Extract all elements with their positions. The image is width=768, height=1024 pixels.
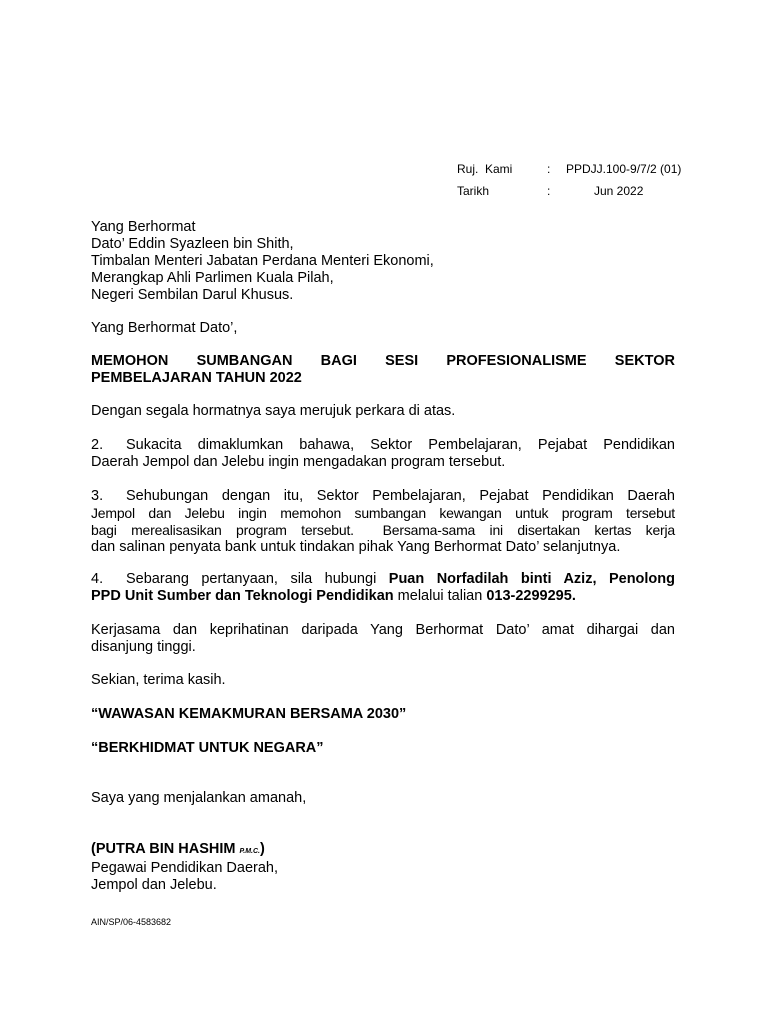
signatory-title: Jempol dan Jelebu. xyxy=(91,877,217,893)
recipient-address xyxy=(91,219,675,304)
recipient-line: Timbalan Menteri Jabatan Perdana Menteri Ekonomi, xyxy=(91,253,434,269)
paragraph-text: Sehubungan dengan itu, Sektor Pembelajaran, Pejabat Pendidikan Daerah xyxy=(126,488,675,504)
paragraph-line xyxy=(91,588,675,605)
amanah-text: Saya yang menjalankan amanah, xyxy=(91,790,307,806)
subject-line-1 xyxy=(91,353,675,370)
contact-unit: PPD Unit Sumber dan Teknologi Pendidikan xyxy=(91,588,394,604)
paragraph-line xyxy=(91,571,675,588)
ruj-value: PPDJJ.100-9/7/2 (01) xyxy=(566,162,682,176)
signatory-name: (PUTRA BIN HASHIM xyxy=(91,841,240,857)
subject-word: SUMBANGAN xyxy=(196,353,293,369)
subject-word: PROFESIONALISME xyxy=(446,353,587,369)
salutation: Yang Berhormat Dato’, xyxy=(91,320,238,336)
ruj-label: Ruj. Kami xyxy=(457,162,513,176)
subject-line-2: PEMBELAJARAN TAHUN 2022 xyxy=(91,370,302,386)
paragraph-text: Sukacita dimaklumkan bahawa, Sektor Pembelajaran, Pejabat Pendidikan xyxy=(126,437,675,453)
recipient-line: Yang Berhormat xyxy=(91,219,196,235)
subject-word: SESI xyxy=(385,353,419,369)
recipient-line: Negeri Sembilan Darul Khusus. xyxy=(91,287,294,303)
subject-word: SEKTOR xyxy=(614,353,675,369)
signatory-block xyxy=(91,841,675,894)
motto-berkhidmat: “BERKHIDMAT UNTUK NEGARA” xyxy=(91,740,324,756)
paragraph-line: dan salinan penyata bank untuk tindakan pihak Yang Berhormat Dato’ selanjutnya. xyxy=(91,539,621,555)
paragraph-text: melalui talian xyxy=(393,588,487,604)
subject xyxy=(91,353,675,387)
footer-code: AIN/SP/06-4583682 xyxy=(91,917,172,927)
signatory-title: Pegawai Pendidikan Daerah, xyxy=(91,860,279,876)
paragraph-number: 3. xyxy=(91,488,104,504)
recipient-line: Dato’ Eddin Syazleen bin Shith, xyxy=(91,236,294,252)
subject-word: BAGI xyxy=(320,353,357,369)
paragraph-line: disanjung tinggi. xyxy=(91,639,196,655)
tarikh-separator: : xyxy=(547,184,551,198)
paragraph-3 xyxy=(91,488,675,556)
ruj-separator: : xyxy=(547,162,551,176)
paragraph-number: 4. xyxy=(91,571,104,587)
paragraph-line: Daerah Jempol dan Jelebu ingin mengadakan program tersebut. xyxy=(91,454,506,470)
paragraph-line xyxy=(91,488,675,505)
paragraph-line: Jempol dan Jelebu ingin memohon sumbangan kewangan untuk program tersebut xyxy=(91,505,675,521)
paragraph-line: bagi merealisasikan program tersebut. Bersama-sama ini disertakan kertas kerja xyxy=(91,522,675,538)
intro-paragraph: Dengan segala hormatnya saya merujuk perkara di atas. xyxy=(91,403,456,419)
paragraph-4 xyxy=(91,571,675,605)
paragraph-5 xyxy=(91,622,675,656)
contact-name: Puan Norfadilah binti Aziz, Penolong xyxy=(388,571,676,587)
signatory-close-paren: ) xyxy=(259,841,265,857)
contact-phone: 013-2299295. xyxy=(486,588,576,604)
tarikh-value: Jun 2022 xyxy=(594,184,644,198)
paragraph-text: Sebarang pertanyaan, sila hubungi xyxy=(126,571,389,587)
paragraph-number: 2. xyxy=(91,437,104,453)
subject-word: MEMOHON xyxy=(91,353,169,369)
signatory-honorific: P.M.C. xyxy=(239,848,260,855)
signatory-name-line xyxy=(91,841,675,860)
motto-wawasan: “WAWASAN KEMAKMURAN BERSAMA 2030” xyxy=(91,706,407,722)
paragraph-2 xyxy=(91,437,675,471)
closing-text: Sekian, terima kasih. xyxy=(91,672,226,688)
recipient-line: Merangkap Ahli Parlimen Kuala Pilah, xyxy=(91,270,334,286)
paragraph-text xyxy=(126,571,675,588)
paragraph-line: Kerjasama dan keprihatinan daripada Yang Berhormat Dato’ amat dihargai dan xyxy=(91,622,675,638)
tarikh-label: Tarikh xyxy=(457,184,490,198)
paragraph-line xyxy=(91,437,675,454)
